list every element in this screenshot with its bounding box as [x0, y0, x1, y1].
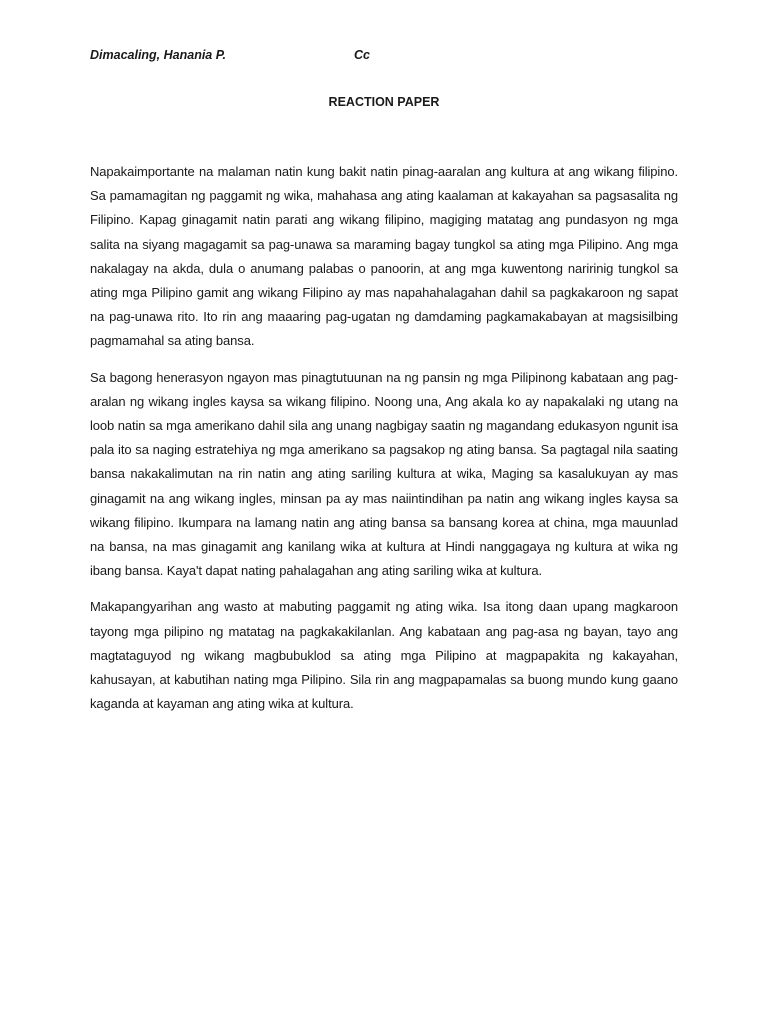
- document-title: REACTION PAPER: [328, 95, 440, 109]
- paragraph: Napakaimportante na malaman natin kung bakit natin pinag-aaralan ang kultura at ang wikang filipino. Sa pamamagitan ng paggamit ng wika, mahahasa ang ating kaalaman at kakayahan sa pagsasalita ng Filipino. Kapag ginagamit natin parati ang wikang filipino, magiging matatag ang pundasyon ng mga salita na siyang magagamit sa pag-unawa sa maraming bagay tungkol sa ating mga Pilipino. Ang mga nakalagay na akda, dula o anumang palabas o panoorin, at ang mga kuwentong naririnig tungkol sa ating mga Pilipino gamit ang wikang Filipino ay mas napahahalagahan dahil sa pagkakaroon ng sapat na pag-unawa rito. Ito rin ang maaaring pag-ugatan ng damdaming pagkamakabayan at magsisilbing pagmamahal sa ating bansa.: [90, 164, 678, 349]
- document-body: [90, 160, 678, 728]
- section-code: Cc: [354, 48, 370, 62]
- paragraph: Sa bagong henerasyon ngayon mas pinagtutuunan na ng pansin ng mga Pilipinong kabataan ang pag-aralan ng wikang ingles kaysa sa wikang filipino. Noong una, Ang akala ko ay napakalaki ng utang na loob natin sa mga amerikano dahil sila ang unang nagbigay saatin ng magandang edukasyon ngunit isa pala ito sa naging estratehiya ng mga amerikano sa pagsakop ng ating bansa. Sa pagtagal nila saating bansa nakakalimutan na rin natin ang ating sariling kultura at wika, Maging sa kasalukuyan ay mas ginagamit na ang wikang ingles, minsan pa ay mas naiintindihan pa natin ang wikang ingles kaysa sa wikang filipino. Ikumpara na lamang natin ang ating bansa sa bansang korea at china, mga mauunlad na bansa, na mas ginagamit ang kanilang wika at kultura at Hindi nanggagaya ng kultura at wika ng ibang bansa. Kaya't dapat nating pahalagahan ang ating sariling wika at kultura.: [90, 369, 678, 579]
- paragraph: Makapangyarihan ang wasto at mabuting paggamit ng ating wika. Isa itong daan upang magkaroon tayong mga pilipino ng matatag na pagkakakilanlan. Ang kabataan ang pag-asa ng bayan, tayo ang magtataguyod ng wikang magbubuklod sa ating mga Pilipino at magpapakita ng kakayahan, kahusayan, at kabutihan nating mga Pilipino. Sila rin ang magpapamalas sa buong mundo kung gaano kaganda at kayaman ang ating wika at kultura.: [90, 599, 678, 712]
- author-name: Dimacaling, Hanania P.: [90, 48, 226, 62]
- document-header: [90, 48, 678, 66]
